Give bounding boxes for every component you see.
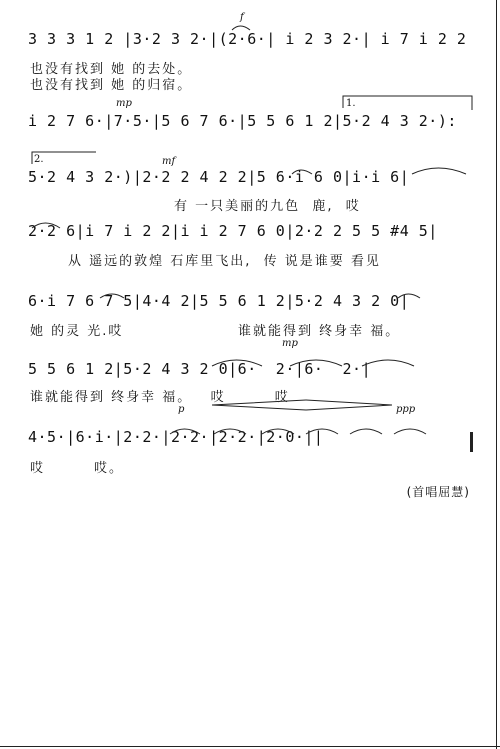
dynamic-mark-mp-2: mp [282,338,298,349]
slur [214,429,246,434]
slur [362,360,414,366]
lyric-line-7: 哎 哎。 [30,461,125,476]
slur [292,170,312,174]
slur [232,26,250,30]
slur [398,294,420,298]
slur [350,429,382,434]
dynamic-mark-mp: mp [116,98,132,109]
volta-bracket-2 [32,152,96,164]
singer-credit: (首唱屈慧) [406,485,470,499]
slur [170,429,200,434]
notation-line-6: 5 5 6 1 2|5·2 4 3 2 0|6· 2·|6· 2·| [28,360,372,378]
notation-line-3: 5·2 4 3 2·)|2·2 2 4 2 2|5 6·i 6 0|i·i 6| [28,168,410,186]
notation-line-7: 4·5·|6·i·|2·2·|2·2·|2·2·|2·0·|| [28,428,324,446]
lyric-line-5a: 她 的灵 光.哎 [30,324,124,339]
slur [262,429,294,434]
slur [100,294,124,298]
volta-2-label: 2. [34,154,44,165]
notation-line-5: 6·i 7 6 7 5|4·4 2|5 5 6 1 2|5·2 4 3 2 0| [28,292,410,310]
lyric-line-4: 从 遥远的敦煌 石库里飞出, 传 说是谁要 看见 [68,254,381,269]
notation-line-2: i 2 7 6·|7·5·|5 6 7 6·|5 5 6 1 2|5·2 4 3 2·): [28,112,457,130]
volta-1-label: 1. [346,98,356,109]
lyric-line-1b: 也没有找到 她 的归宿。 [30,78,193,93]
lyric-line-5b: 谁就能得到 终身幸 福。 [238,324,401,339]
lyric-line-1a: 也没有找到 她 的去处。 [30,62,193,77]
dynamic-mark-mf: mf [162,156,176,167]
dynamic-mark-p: p [178,404,185,415]
hairpin-crescendo [212,400,306,410]
slur [290,360,342,366]
lyric-line-3: 有 一只美丽的九色 鹿, 哎 [174,199,361,214]
hairpin-decrescendo [306,400,392,410]
slur [306,429,338,434]
slur [412,168,466,174]
slur [212,360,262,366]
volta-bracket-1 [343,96,472,110]
notation-line-1: 3 3 3 1 2 |3·2 3 2·|(2·6·| i 2 3 2·| i 7 i 2 2 [28,30,467,48]
lyric-line-6: 谁就能得到 终身幸 福。 哎 哎 [30,390,290,405]
final-barline [470,432,473,452]
slur [394,429,426,434]
dynamic-mark-ppp: ppp [396,404,416,415]
slur [32,223,60,228]
notation-line-4: 2·2 6|i 7 i 2 2|i i 2 7 6 0|2·2 2 5 5 #4 5| [28,222,438,240]
dynamic-mark-f: f [240,12,244,23]
